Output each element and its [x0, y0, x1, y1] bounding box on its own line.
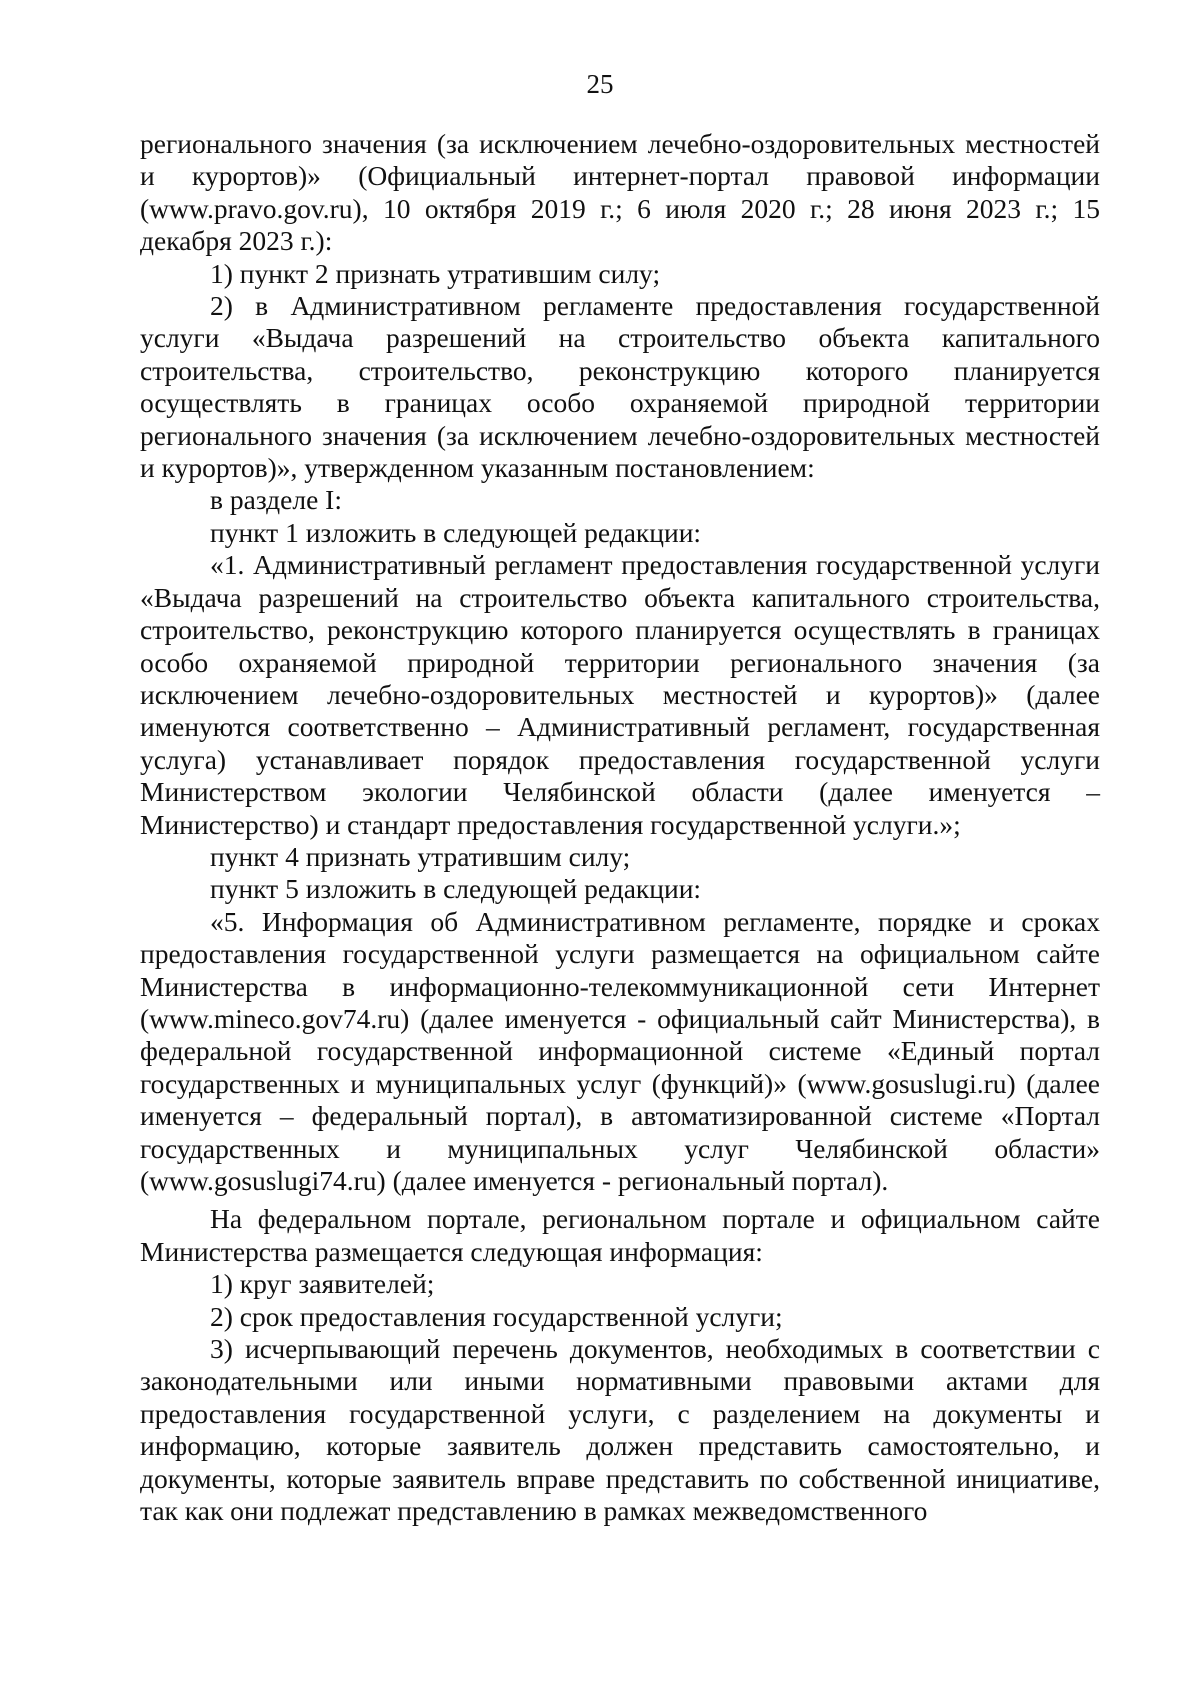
paragraph-item-1: 1) пункт 2 признать утратившим силу; — [210, 257, 661, 289]
paragraph-preamble-continuation: регионального значения (за исключением лечебно-оздоровительных местностей и курортов)» (Официальный интернет-портал правовой информации (www.pravo.gov.ru), 10 октября 2019 г.; 6 июля 2020 г.; 28 июня 2023 г.; 15 декабря 2023 г.): — [140, 128, 1100, 257]
document-body — [140, 128, 1100, 1527]
paragraph-point-5-text: «5. Информация об Административном регламенте, порядке и сроках предоставления государственной услуги размещается на официальном сайте Министерства в информационно-телекоммуникационной сети Интернет (www.mineco.gov74.ru) (далее именуется - официальный сайт Министерства), в федеральной государственной информационной системе «Единый портал государственных и муниципальных услуг (функций)» (www.gosuslugi.ru) (далее именуется – федеральный портал), в автоматизированной системе «Портал государственных и муниципальных услуг Челябинской области» (www.gosuslugi74.ru) (далее именуется - региональный портал). — [140, 905, 1100, 1196]
paragraph-point-4: пункт 4 признать утратившим силу; — [210, 840, 631, 872]
paragraph-point-1-text: «1. Административный регламент предоставления государственной услуги «Выдача разрешений на строительство объекта капитального строительства, строительство, реконструкцию которого планируется осуществлять в границах особо охраняемой природной территории регионального значения (за исключением лечебно-оздоровительных местностей и курортов)» (далее именуются соответственно – Административный регламент, государственная услуга) устанавливает порядок предоставления государственной услуги Министерством экологии Челябинской области (далее именуется – Министерство) и стандарт предоставления государственной услуги.»; — [140, 549, 1100, 840]
paragraph-point-1-intro: пункт 1 изложить в следующей редакции: — [210, 516, 702, 548]
paragraph-info-item-3: 3) исчерпывающий перечень документов, необходимых в соответствии с законодательными или иными нормативными правовыми актами для предоставления государственной услуги, с разделением на документы и информацию, которые заявитель должен представить самостоятельно, и документы, которые заявитель вправе представить по собственной инициативе, так как они подлежат представлению в рамках межведомственного — [140, 1333, 1100, 1527]
paragraph-section-i: в разделе I: — [210, 484, 342, 516]
paragraph-info-item-1: 1) круг заявителей; — [210, 1268, 435, 1300]
paragraph-point-5-intro: пункт 5 изложить в следующей редакции: — [210, 873, 702, 905]
page-number: 25 — [586, 69, 614, 99]
paragraph-item-2: 2) в Административном регламенте предоставления государственной услуги «Выдача разрешений на строительство объекта капитального строительства, строительство, реконструкцию которого планируется осуществлять в границах особо охраняемой природной территории регионального значения (за исключением лечебно-оздоровительных местностей и курортов)», утвержденном указанным постановлением: — [140, 290, 1100, 484]
paragraph-info-item-2: 2) срок предоставления государственной услуги; — [210, 1300, 783, 1332]
paragraph-portal-info: На федеральном портале, региональном портале и официальном сайте Министерства размещается следующая информация: — [140, 1203, 1100, 1267]
